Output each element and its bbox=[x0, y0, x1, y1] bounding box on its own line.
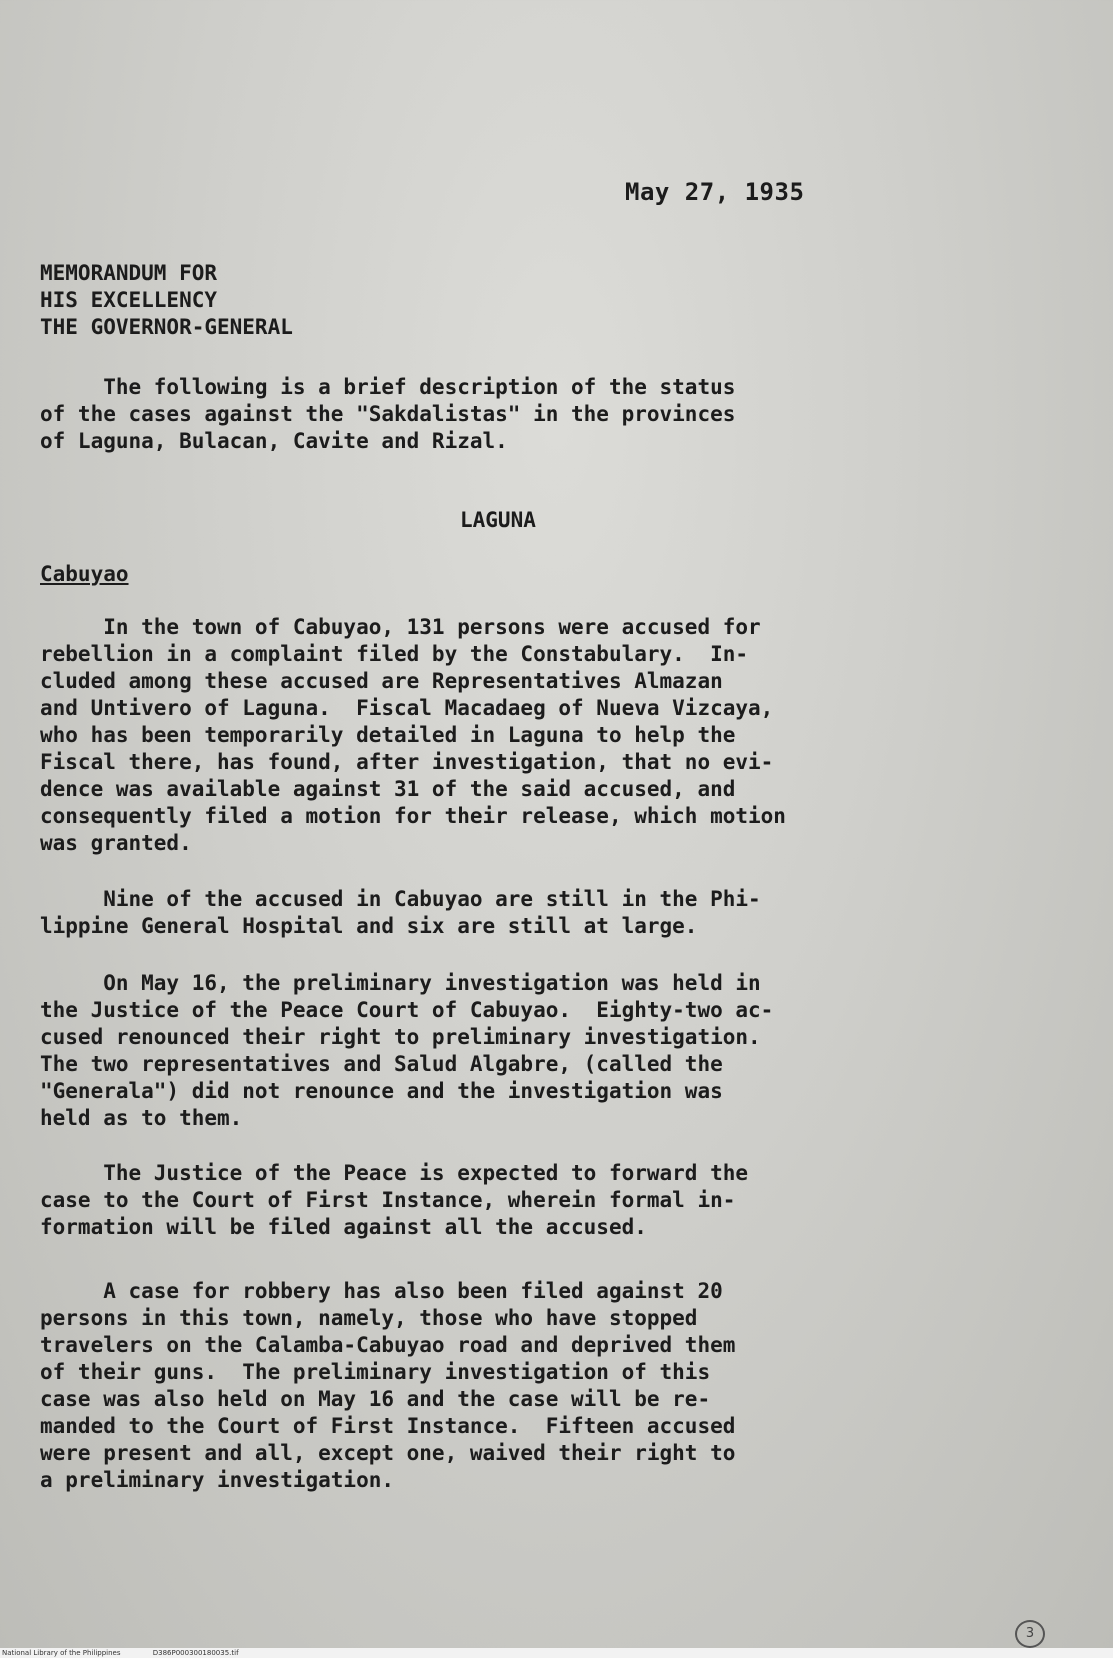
text-line: case to the Court of First Instance, wherein formal in- bbox=[40, 1188, 736, 1212]
addressee-line: MEMORANDUM FOR bbox=[40, 261, 218, 285]
text-line: lippine General Hospital and six are still at large. bbox=[40, 914, 698, 938]
paragraph-5 bbox=[40, 1278, 1040, 1494]
text-line: manded to the Court of First Instance. Fifteen accused bbox=[40, 1414, 736, 1438]
text-line: were present and all, except one, waived their right to bbox=[40, 1441, 736, 1465]
text-line: case was also held on May 16 and the case will be re- bbox=[40, 1387, 711, 1411]
text-line: consequently filed a motion for their release, which motion bbox=[40, 804, 786, 828]
addressee-block bbox=[40, 260, 293, 341]
text-line: travelers on the Calamba-Cabuyao road and deprived them bbox=[40, 1333, 736, 1357]
text-line: a preliminary investigation. bbox=[40, 1468, 395, 1492]
text-line: Nine of the accused in Cabuyao are still in the Phi- bbox=[40, 887, 761, 911]
subsection-heading: Cabuyao bbox=[40, 562, 129, 586]
text-line: of Laguna, Bulacan, Cavite and Rizal. bbox=[40, 429, 508, 453]
text-line: The two representatives and Salud Algabre, (called the bbox=[40, 1052, 723, 1076]
text-line: On May 16, the preliminary investigation was held in bbox=[40, 971, 761, 995]
text-line: persons in this town, namely, those who have stopped bbox=[40, 1306, 698, 1330]
paragraph-4 bbox=[40, 1160, 1040, 1241]
text-line: of the cases against the "Sakdalistas" in the provinces bbox=[40, 402, 736, 426]
paragraph-1 bbox=[40, 614, 1040, 857]
text-line: who has been temporarily detailed in Laguna to help the bbox=[40, 723, 736, 747]
text-line: cluded among these accused are Representatives Almazan bbox=[40, 669, 723, 693]
text-line: dence was available against 31 of the said accused, and bbox=[40, 777, 736, 801]
text-line: the Justice of the Peace Court of Cabuyao. Eighty-two ac- bbox=[40, 998, 774, 1022]
memo-date: May 27, 1935 bbox=[625, 178, 805, 206]
footer-library: National Library of the Philippines bbox=[2, 1649, 121, 1657]
text-line: held as to them. bbox=[40, 1106, 243, 1130]
text-line: The Justice of the Peace is expected to forward the bbox=[40, 1161, 749, 1185]
paragraph-3 bbox=[40, 970, 1040, 1132]
archive-footer bbox=[0, 1648, 1113, 1658]
text-line: cused renounced their right to preliminary investigation. bbox=[40, 1025, 761, 1049]
text-line: formation will be filed against all the accused. bbox=[40, 1215, 647, 1239]
addressee-line: HIS EXCELLENCY bbox=[40, 288, 218, 312]
text-line: of their guns. The preliminary investigation of this bbox=[40, 1360, 711, 1384]
text-line: Fiscal there, has found, after investigation, that no evi- bbox=[40, 750, 774, 774]
text-line: The following is a brief description of the status bbox=[40, 375, 736, 399]
paragraph-2 bbox=[40, 886, 1040, 940]
addressee-line: THE GOVERNOR-GENERAL bbox=[40, 315, 293, 339]
text-line: and Untivero of Laguna. Fiscal Macadaeg of Nueva Vizcaya, bbox=[40, 696, 774, 720]
intro-paragraph bbox=[40, 374, 1040, 455]
text-line: rebellion in a complaint filed by the Constabulary. In- bbox=[40, 642, 749, 666]
footer-file: D386P000300180035.tif bbox=[152, 1649, 239, 1657]
text-line: In the town of Cabuyao, 131 persons were accused for bbox=[40, 615, 761, 639]
text-line: "Generala") did not renounce and the investigation was bbox=[40, 1079, 723, 1103]
text-line: was granted. bbox=[40, 831, 192, 855]
text-line: A case for robbery has also been filed against 20 bbox=[40, 1279, 723, 1303]
page-number-mark: 3 bbox=[1015, 1620, 1045, 1648]
section-heading: LAGUNA bbox=[460, 508, 536, 532]
